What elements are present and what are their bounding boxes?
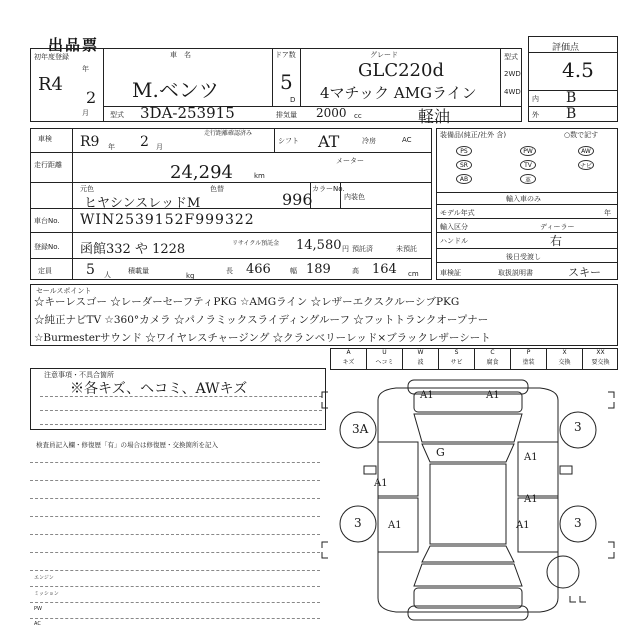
chassis-label: 車台No. xyxy=(34,217,60,225)
key-value: スキー xyxy=(568,266,601,279)
capacity-value: 5 xyxy=(86,262,95,278)
inspection-label: 車検 xyxy=(38,135,52,143)
inspection-month-unit: 月 xyxy=(156,143,163,151)
model-label: 型式 xyxy=(110,111,124,119)
inspection-era: R9 xyxy=(80,134,100,150)
load-label: 積載量 xyxy=(128,267,149,275)
mark-rear-right-wheel: 3 xyxy=(574,516,582,530)
legend-code: A xyxy=(346,349,351,356)
legend-cell xyxy=(330,348,366,370)
height-label: 高 xyxy=(352,267,359,275)
eval-score: 4.5 xyxy=(562,58,594,82)
legend-code: S xyxy=(454,349,459,356)
legend-cell xyxy=(366,348,402,370)
inspector-label-ac: AC xyxy=(34,621,41,627)
equip-navi: ナビ xyxy=(578,160,594,170)
notes-header: 注意事項・不具合箇所 xyxy=(44,371,114,379)
interior-label: 内 xyxy=(532,95,539,103)
legend-meaning: 塗装 xyxy=(522,359,535,366)
notes-value: ※各キズ、ヘコミ、AWキズ xyxy=(70,381,248,397)
legend-meaning: サビ xyxy=(450,359,463,366)
equip-leather: 革 xyxy=(520,174,536,184)
interior-value: B xyxy=(566,90,577,106)
meter-label: メーター xyxy=(336,157,364,165)
mark-right-rear: A1 xyxy=(516,520,530,531)
equip-tv: TV xyxy=(520,160,536,170)
handle-value: 右 xyxy=(550,234,563,248)
model-year-unit: 年 xyxy=(604,209,611,217)
mark-glass: G xyxy=(436,446,445,459)
orig-color-label: 元色 xyxy=(80,185,94,193)
sales-point-line1: ☆キーレスゴー ☆レーダーセーフティPKG ☆AMGライン ☆レザーエクスクルーシブPKG xyxy=(34,296,460,308)
width-value: 189 xyxy=(306,262,331,277)
model-value: 3DA-253915 xyxy=(140,104,235,122)
equip-ab: AB xyxy=(456,174,472,184)
fuel-value: 軽油 xyxy=(418,107,451,126)
legend-code: P xyxy=(526,349,531,356)
grade-line2: 4マチック AMGライン xyxy=(320,84,477,102)
doors-header: ドア数 xyxy=(275,51,296,59)
displacement-value: 2000 xyxy=(316,106,347,120)
equip-aw: AW xyxy=(578,146,594,156)
chassis-value: WIN2539152F999322 xyxy=(80,212,255,228)
inspection-header: 後日受渡し xyxy=(506,253,541,261)
legend-cell xyxy=(474,348,510,370)
equipment-legend: ○数で記す xyxy=(564,131,599,139)
recycle-label: リサイクル預託金 xyxy=(232,240,280,247)
legend-cell xyxy=(438,348,474,370)
equipment-header: 装備品(純正/社外 含) xyxy=(440,131,507,139)
capacity-unit: 人 xyxy=(104,271,111,279)
length-label: 長 xyxy=(226,267,233,275)
legend-code: X xyxy=(562,349,567,356)
legend-code: C xyxy=(490,349,495,356)
mark-rear-left-wheel: 3 xyxy=(354,516,362,530)
inspection-month: 2 xyxy=(140,134,149,150)
doors-value: 5 xyxy=(280,70,293,94)
doors-unit: D xyxy=(290,96,296,104)
manual-label: 取扱説明書 xyxy=(498,269,533,277)
mark-front-a1-left: A1 xyxy=(420,390,434,401)
mark-left-rear-door: A1 xyxy=(374,478,388,489)
legend-cell xyxy=(510,348,546,370)
mark-front-a1-right: A1 xyxy=(486,390,500,401)
grade-header: グレード xyxy=(370,51,398,59)
first-reg-month-unit: 月 xyxy=(82,109,89,117)
sales-points-header: セールスポイント xyxy=(36,287,92,295)
form-title: 出品票 xyxy=(48,36,100,54)
mark-right-rear-door: A1 xyxy=(524,494,538,505)
legend-meaning: 要交換 xyxy=(591,359,610,366)
width-label: 幅 xyxy=(290,267,297,275)
height-value: 164 xyxy=(372,262,397,277)
ac-label: 冷房 xyxy=(362,137,376,145)
capacity-label: 定員 xyxy=(38,267,52,275)
length-value: 466 xyxy=(246,262,271,277)
handle-label: ハンドル xyxy=(440,237,468,245)
drive-4wd: 4WD xyxy=(504,88,521,96)
color-no-label: カラーNo. xyxy=(312,185,345,193)
drive-shift-label: 型式 xyxy=(504,53,518,61)
mileage-label: 走行距離 xyxy=(34,161,62,169)
legend-code: U xyxy=(382,349,387,356)
legend-meaning: 波 xyxy=(417,359,424,366)
inspector-label-mission: ミッション xyxy=(34,591,59,597)
eval-header: 評価点 xyxy=(552,43,580,53)
sales-point-line3: ☆Burmesterサウンド ☆ワイヤレスチャージング ☆クランベリーレッド×ブラックレザーシート xyxy=(34,332,491,344)
legend-meaning: ヘコミ xyxy=(375,359,394,366)
legend-meaning: 交換 xyxy=(558,359,571,366)
mark-right-front-door: A1 xyxy=(524,452,538,463)
legend-meaning: 腐食 xyxy=(486,359,499,366)
maker-value: M.ベンツ xyxy=(132,78,219,102)
shift-label: シフト xyxy=(278,137,299,145)
legend-cell xyxy=(402,348,438,370)
maker-header: 車 名 xyxy=(170,51,191,59)
first-reg-year-unit: 年 xyxy=(82,65,89,73)
car-diagram xyxy=(318,372,618,628)
exterior-value: B xyxy=(566,106,577,122)
displacement-label: 排気量 xyxy=(276,111,297,119)
import-class-label: 輸入区分 xyxy=(440,223,468,231)
inspector-label-engine: エンジン xyxy=(34,575,54,581)
recycle-unit: 円 xyxy=(342,245,349,253)
legend-code: XX xyxy=(596,349,605,356)
mark-front-right-wheel: 3 xyxy=(574,420,582,434)
equip-ps: PS xyxy=(456,146,472,156)
first-reg-label: 初年度登録 xyxy=(34,53,69,61)
cert-label: 車検証 xyxy=(440,269,461,277)
color-no-value: 996 xyxy=(282,190,313,209)
reg-value: 函館332 や 1228 xyxy=(80,242,186,257)
sales-point-line2: ☆純正ナビTV ☆360°カメラ ☆パノラミックスライディングルーフ ☆フットトランクオープナー xyxy=(34,314,489,326)
equip-pw: PW xyxy=(520,146,536,156)
load-unit: kg xyxy=(186,272,195,280)
first-reg-month: 2 xyxy=(86,88,97,107)
interior-color-label: 内装色 xyxy=(344,193,365,201)
import-class-value: ディーラー xyxy=(540,223,575,231)
dim-unit: cm xyxy=(408,270,419,278)
condition-header: 走行距離確認済み xyxy=(204,130,253,137)
first-reg-era: R4 xyxy=(38,74,64,95)
mark-front-left-wheel: 3A xyxy=(352,422,369,436)
color-label: 色替 xyxy=(210,185,224,193)
ac-value: AC xyxy=(402,136,412,144)
inspector-header: 検査員記入欄・修復歴「有」の場合は修復歴・交換箇所を記入 xyxy=(36,441,218,449)
mileage-value: 24,294 xyxy=(170,162,233,183)
mileage-unit: km xyxy=(254,172,265,180)
recycle-value: 14,580 xyxy=(296,238,342,253)
import-header: 輸入車のみ xyxy=(506,195,541,203)
legend-code: W xyxy=(417,349,424,356)
legend-cell xyxy=(582,348,618,370)
legend-meaning: キズ xyxy=(342,359,355,366)
recycle-status2: 未預託 xyxy=(396,245,417,253)
model-year-label: モデル年式 xyxy=(440,209,475,217)
legend-cell xyxy=(546,348,582,370)
exterior-label: 外 xyxy=(532,111,539,119)
reg-label: 登録No. xyxy=(34,243,60,251)
drive-2wd: 2WD xyxy=(504,70,521,78)
inspection-year-unit: 年 xyxy=(108,143,115,151)
inspector-label-pw: PW xyxy=(34,606,42,612)
recycle-status: 預託済 xyxy=(352,245,373,253)
color-value: ヒヤシンスレッドM xyxy=(84,196,201,211)
equip-sr: SR xyxy=(456,160,472,170)
displacement-unit: cc xyxy=(354,112,362,120)
shift-value: AT xyxy=(318,132,340,151)
grade-line1: GLC220d xyxy=(358,60,444,81)
mark-left-rear: A1 xyxy=(388,520,402,531)
